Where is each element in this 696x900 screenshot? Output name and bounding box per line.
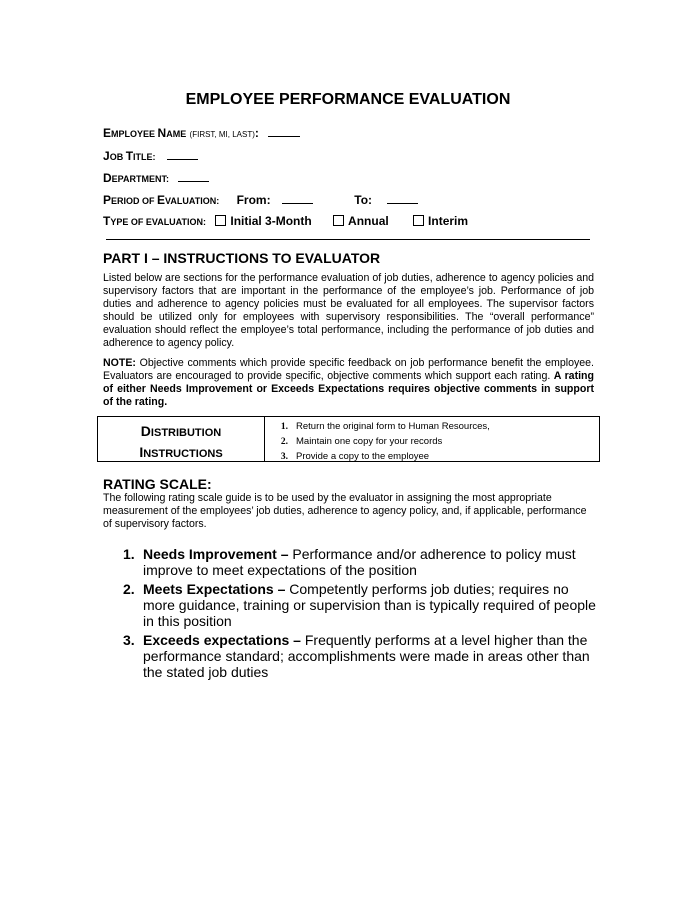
job-title-field[interactable] (167, 149, 198, 160)
list-item: 2. Meets Expectations – Competently performs job duties; requires no more guidance, training or supervision than is typically required of people in this position (123, 581, 596, 629)
list-item: 1. Needs Improvement – Performance and/or adherence to policy must improve to meet expectations of the position (123, 546, 576, 578)
period-from-label: From: (236, 193, 271, 207)
divider (106, 239, 590, 240)
checkbox-icon[interactable] (333, 215, 344, 226)
list-item: 1. Return the original form to Human Resources, (280, 421, 490, 432)
job-title-row (103, 149, 198, 163)
period-row (103, 193, 418, 207)
part1-heading: PART I – INSTRUCTIONS TO EVALUATOR (103, 250, 381, 266)
distribution-box (97, 416, 600, 462)
employee-name-field[interactable] (268, 126, 300, 137)
rating-scale-heading: RATING SCALE: (103, 476, 212, 492)
distribution-label: DISTRIBUTION INSTRUCTIONS (98, 417, 265, 461)
note-bold-text: A rating of either Needs Improvement or Exceeds Expectations requires objective comments in support of the rating. (103, 370, 594, 408)
type-option-initial[interactable]: Initial 3-Month (215, 214, 311, 228)
employee-name-hint: (FIRST, MI, LAST) (189, 130, 255, 139)
period-to-field[interactable] (387, 193, 418, 204)
type-row (103, 214, 468, 228)
type-option-interim[interactable]: Interim (413, 214, 468, 228)
department-field[interactable] (178, 171, 209, 182)
department-label: DEPARTMENT: (103, 171, 170, 185)
rating-scale-intro: The following rating scale guide is to be used by the evaluator in assigning the most appropriate measurement of the employees’ job duties, adherence to agency policy, and, if applicable, performance of supervisory factors. (103, 492, 587, 530)
page-title: EMPLOYEE PERFORMANCE EVALUATION (185, 91, 511, 108)
distribution-list (268, 420, 490, 465)
list-item: 3. Exceeds expectations – Frequently performs at a level higher than the performance standard; accomplishments were made in areas other than the stated job duties (123, 632, 590, 680)
part1-paragraph: Listed below are sections for the performance evaluation of job duties, adherence to agency policies and supervisory factors that are important in the performance of the employee’s job. Performance of job duties and adherence to agency policies must be evaluated for all employees. The supervisor factors should be utilized only for employees with supervisory responsibilities. The “overall performance” evaluation should reflect the employee’s total performance, including the performance of job duties and adherence to agency policy. (103, 272, 594, 349)
type-label: TYPE OF EVALUATION: (103, 214, 207, 228)
checkbox-icon[interactable] (215, 215, 226, 226)
period-label: PERIOD OF EVALUATION: (103, 193, 220, 207)
job-title-label: JOB TITLE: (103, 149, 156, 163)
department-row (103, 171, 209, 185)
employee-name-label: EMPLOYEE NAME (103, 126, 187, 140)
list-item: 3. Provide a copy to the employee (280, 451, 430, 462)
note-label: NOTE: (103, 357, 136, 369)
type-option-annual[interactable]: Annual (333, 214, 389, 228)
checkbox-icon[interactable] (413, 215, 424, 226)
list-item: 2. Maintain one copy for your records (280, 436, 443, 447)
period-to-label: To: (354, 193, 373, 207)
employee-name-row: EMPLOYEE NAME (FIRST, MI, LAST): (103, 126, 300, 140)
period-from-field[interactable] (282, 193, 313, 204)
rating-list (123, 546, 603, 683)
part1-note (103, 357, 594, 409)
note-text: Objective comments which provide specific feedback on job performance benefit the employee. Evaluators are encouraged to provide specific, objective comments which support each rating. (103, 357, 594, 382)
